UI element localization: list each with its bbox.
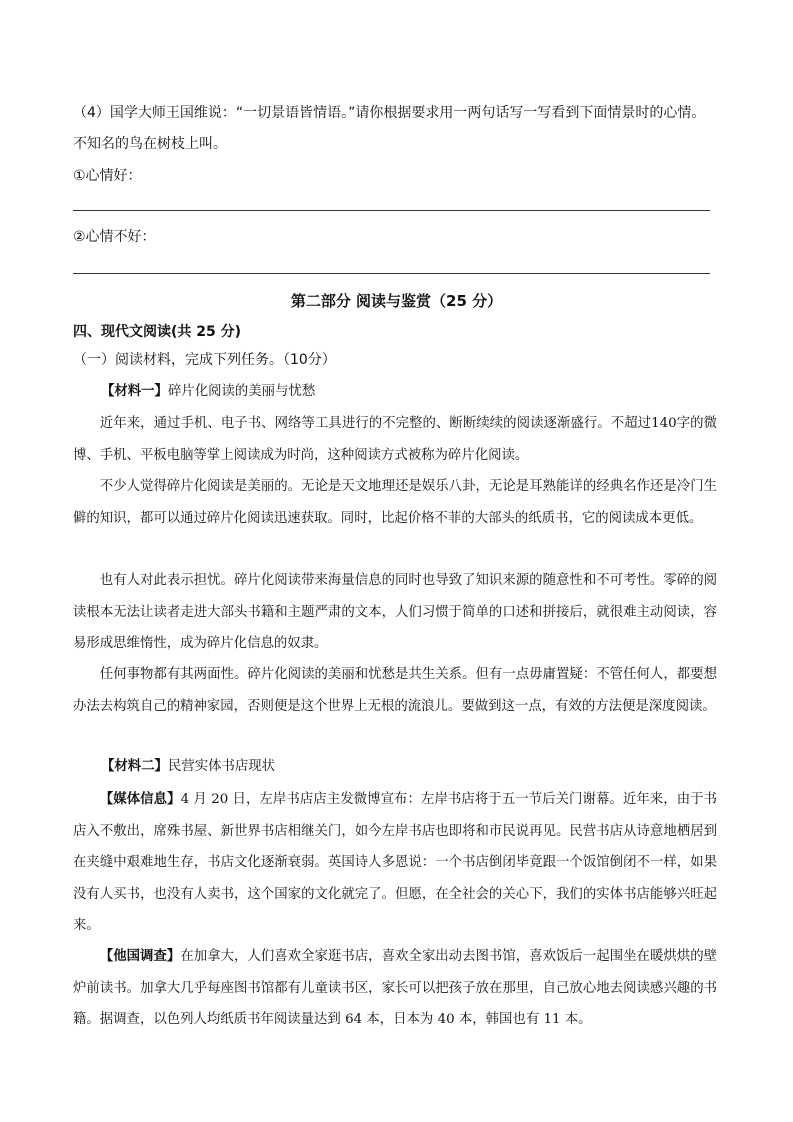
bad-mood-label: ②心情不好： — [73, 229, 156, 245]
material-1-paragraph-2: 不少人觉得碎片化阅读是美丽的。无论是天文地理还是娱乐八卦，无论是耳熟能详的经典名作还是冷门生僻的知识，都可以通过碎片化阅读迅速获取。同时，比起价格不菲的大部头的纸质书，它的阅读成本更低。 — [73, 479, 717, 526]
material-1-paragraph-3: 也有人对此表示担忧。碎片化阅读带来海量信息的同时也导致了知识来源的随意性和不可考性。零碎的阅读根本无法让读者走进大部头书籍和主题严肃的文本，人们习惯于简单的口述和拼接后，就很难主动阅读，容易形成思维惰性，成为碎片化信息的奴隶。 — [73, 573, 717, 651]
part-2-title: 第二部分 阅读与鉴赏（25 分） — [290, 292, 503, 310]
material-2-title: 民营实体书店现状 — [167, 759, 276, 774]
survey-label: 【他国调查】 — [99, 949, 181, 964]
media-info-text: 4 月 20 日，左岸书店店主发微博宣布：左岸书店将于五一节后关门谢幕。近年来，由于书店入不敷出，席殊书屋、新世界书店相继关门，如今左岸书店也即将和市民说再见。民营书店从诗意地栖居到在夹缝中艰难地生存，书店文化逐渐衰弱。英国诗人多恩说：一个书店倒闭毕竟跟一个饭馆倒闭不一样，如果没有人买书，也没有人卖书，这个国家的文化就完了。但愿，在全社会的关心下，我们的实体书店能够兴旺起来。 — [73, 792, 718, 933]
material-1-paragraph-1: 近年来，通过手机、电子书、网络等工具进行的不完整的、断断续续的阅读逐渐盛行。不超过140字的微博、手机、平板电脑等掌上阅读成为时尚，这种阅读方式被称为碎片化阅读。 — [73, 416, 717, 463]
material-1-paragraph-4: 任何事物都有其两面性。碎片化阅读的美丽和忧愁是共生关系。但有一点毋庸置疑：不管任何人，都要想办法去构筑自己的精神家园，否则便是这个世界上无根的流浪儿。要做到这一点，有效的方法便是深度阅读。 — [73, 667, 717, 714]
question-4-prompt: （4）国学大师王国维说：“一切景语皆情语。”请你根据要求用一两句话写一写看到下面情景时的心情。 — [73, 105, 706, 121]
good-mood-label: ①心情好： — [73, 168, 142, 184]
good-mood-answer-line[interactable] — [73, 210, 710, 211]
survey-text: 在加拿大，人们喜欢全家逛书店，喜欢全家出动去图书馆，喜欢饭后一起围坐在暖烘烘的壁炉前读书。加拿大几乎每座图书馆都有儿童读书区，家长可以把孩子放在那里，自己放心地去阅读感兴趣的书籍。据调查，以色列人均纸质书年阅读量达到 64 本，日本为 40 本，韩国也有 11 本。 — [73, 949, 718, 1027]
material-2-media-paragraph — [73, 784, 717, 942]
material-1-heading — [101, 382, 315, 402]
material-1-label: 【材料一】 — [101, 384, 168, 399]
bad-mood-answer-line[interactable] — [73, 273, 710, 274]
material-2-survey-paragraph — [73, 941, 717, 1036]
section-4-heading: 四、现代文阅读(共 25 分) — [73, 324, 242, 340]
material-2-label: 【材料二】 — [101, 759, 168, 774]
task-1-heading: （一）阅读材料，完成下列任务。（10分） — [73, 352, 336, 368]
media-info-label: 【媒体信息】 — [99, 792, 181, 807]
material-2-heading — [101, 757, 275, 777]
material-1-title: 碎片化阅读的美丽与忧愁 — [167, 384, 316, 399]
question-4-scene: 不知名的鸟在树枝上叫。 — [73, 136, 227, 152]
